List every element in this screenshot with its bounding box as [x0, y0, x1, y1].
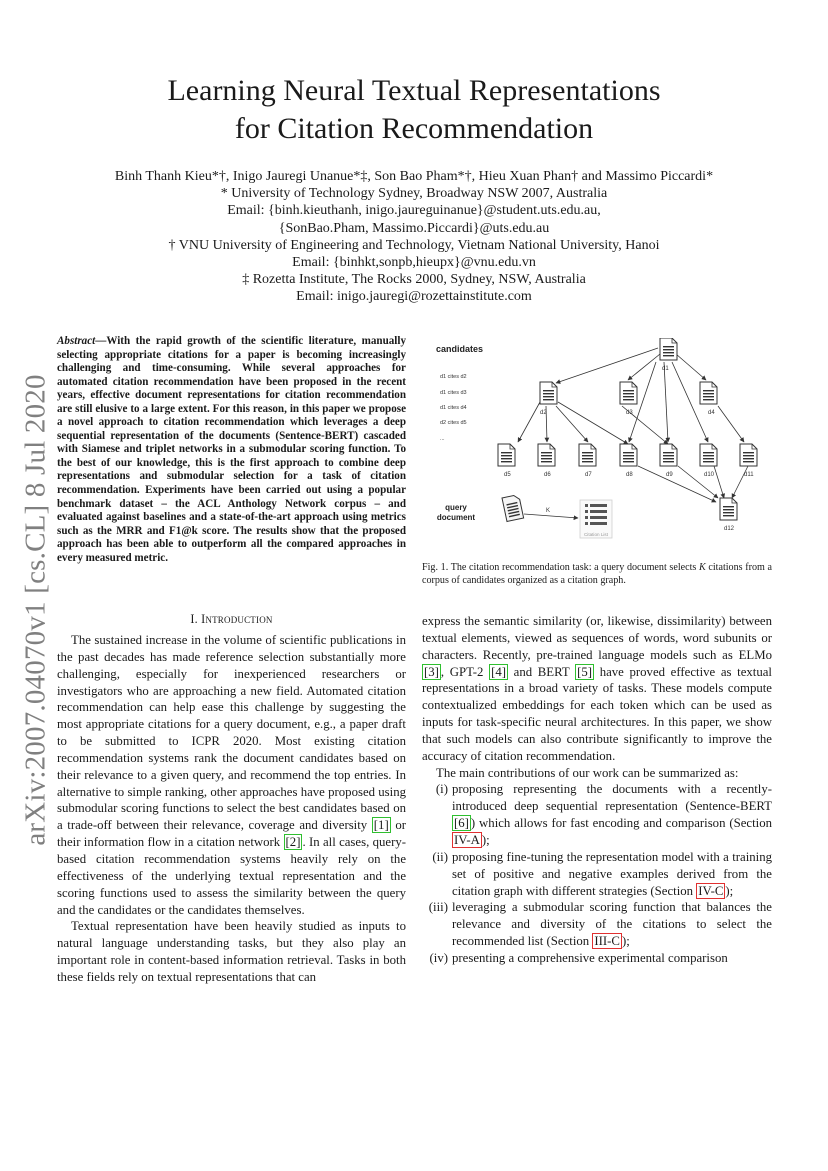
title-line-1: Learning Neural Textual Representations	[167, 74, 661, 107]
caption-text: The citation recommendation task: a query document selects	[448, 562, 699, 573]
document-icon	[540, 382, 557, 404]
text-run: );	[481, 832, 490, 847]
contributions-list	[422, 781, 772, 966]
right-paragraph-1	[422, 613, 772, 765]
node-label-d5: d5	[504, 472, 511, 478]
figure-citation-graph	[422, 338, 772, 548]
text-run: . In all cases, query-based citation recommendation systems heavily rely on the effectiveness of the underlying textual representation and the scoring functions used to assess the similarity between the query and the candidates or the candidates themselves.	[57, 835, 406, 917]
email-rozetta: Email: inigo.jauregi@rozettainstitute.com	[296, 289, 532, 305]
author-block	[0, 168, 828, 306]
email-vnu: Email: {binhkt,sonpb,hieupx}@vnu.edu.vn	[292, 255, 536, 271]
contribution-item	[422, 781, 772, 848]
document-icon	[660, 444, 677, 466]
text-run: leveraging a submodular scoring function that balances the relevance and diversity of the citations to select the recommended list (Section	[452, 900, 772, 949]
document-icon	[579, 444, 596, 466]
candidate-nodes	[498, 338, 757, 520]
cite-relation-2: d1 cites d3	[440, 390, 467, 396]
text-run: presenting a comprehensive experimental comparison	[452, 950, 728, 965]
arxiv-identifier: arXiv:2007.04070v1 [cs.CL] 8 Jul 2020	[19, 374, 52, 846]
selection-arrow	[524, 514, 578, 518]
email-uts-staff: {SonBao.Pham, Massimo.Piccardi}@uts.edu.au	[278, 220, 550, 236]
document-icon	[538, 444, 555, 466]
abstract	[57, 335, 406, 565]
document-label: document	[436, 513, 476, 522]
introduction-text	[57, 632, 406, 986]
text-run: proposing representing the documents with a recently-introduced deep sequential representation (Sentence-BERT	[452, 782, 772, 814]
citation-edges	[518, 348, 748, 502]
cite-relation-ellipsis: ...	[440, 436, 445, 442]
node-label-d6: d6	[544, 472, 551, 478]
citation-graph-diagram	[422, 338, 772, 548]
section-link-iv-a[interactable]: IV-A	[454, 832, 480, 847]
contribution-item	[422, 950, 772, 967]
node-label-d12: d12	[724, 526, 735, 532]
section-number: I.	[190, 612, 198, 626]
document-icon	[700, 444, 717, 466]
cite-relation-4: d2 cites d5	[440, 420, 467, 426]
text-run: and BERT	[508, 664, 576, 679]
title-line-2: for Citation Recommendation	[234, 112, 594, 145]
item-number: (i)	[435, 782, 448, 797]
node-label-d7: d7	[585, 472, 592, 478]
query-document-icon	[502, 494, 524, 521]
node-label-d11: d11	[744, 472, 754, 478]
node-label-d8: d8	[626, 472, 633, 478]
document-icon	[740, 444, 757, 466]
text-run: express the semantic similarity (or, likewise, dissimilarity) between textual elements, viewed as sequences of words, word subunits or characters. Recently, pre-trained language models such as ELMo	[422, 614, 772, 662]
contribution-item	[422, 899, 772, 950]
node-label-d4: d4	[708, 410, 715, 416]
citation-link-1[interactable]: [1]	[373, 818, 389, 833]
abstract-body: —With the rapid growth of the scientific literature, manually selecting appropriate citations for a paper is becoming increasingly challenging and time-consuming. While several approaches for automated citation recommendation have been proposed in the recent years, effective document representations for citation recommendation are still elusive to a large extent. For this reason, in this paper we propose a novel approach to citation recommendation which leverages a deep sequential representation of the documents (Sentence-BERT) cascaded with Siamese and triplet networks in a submodular scoring function. To the best of our knowledge, this is the first approach to combine deep representations and submodular selection for a task of citation recommendation. Experiments have been carried out using a popular benchmark dataset – the ACL Anthology Network corpus – and evaluated against baselines and a state-of-the-art approach using metrics such as the MRR and F1@k score. The results show that the proposed approach has been able to outperform all the compared approaches in every measured metric.	[57, 335, 406, 564]
item-number: (ii)	[432, 849, 448, 864]
node-label-d2: d2	[540, 410, 547, 416]
text-run: have proved effective as textual representations in a broad variety of tasks. These models compute contextualized embeddings for each token which can be used as inputs for task-specific neural architectures. In this paper, we show that such models can also contribute significantly to improve the accuracy of citation recommendation.	[422, 664, 772, 763]
text-run: );	[621, 934, 630, 949]
citation-link-6[interactable]: [6]	[454, 816, 469, 831]
arxiv-watermark	[12, 374, 60, 846]
citation-link-3[interactable]: [3]	[424, 664, 439, 679]
text-run: The sustained increase in the volume of scientific publications in the past decades has made reference selection substantially more challenging, especially for inexperienced researchers or investigators who are approaching a new field. Automated citation recommendation can help ease this challenge by suggesting the most appropriate citations for a query document, e.g., a paper draft to be submitted to ICPR 2020. Most existing citation recommendation systems rank the document candidates based on their relevance to a given query, and recommend the top entries. In alternative to simple ranking, other approaches have proposed using submodular scoring functions to select the best candidates based on a trade-off between their relevance, coverage and diversity	[57, 633, 406, 833]
document-icon	[700, 382, 717, 404]
text-run: , GPT-2	[440, 664, 490, 679]
citation-link-5[interactable]: [5]	[577, 664, 593, 679]
item-number: (iii)	[428, 900, 448, 915]
figure-number: Fig. 1.	[422, 562, 449, 573]
affiliation-rozetta: ‡ Rozetta Institute, The Rocks 2000, Sydney, NSW, Australia	[242, 272, 586, 288]
citation-link-2[interactable]: [2]	[285, 835, 301, 850]
author-names: Binh Thanh Kieu*†, Inigo Jauregi Unanue*‡, Son Bao Pham*†, Hieu Xuan Phan† and Massimo Piccardi*	[114, 169, 714, 184]
intro-paragraph-2: Textual representation have been heavily studied as inputs to natural language understanding tasks, but they also play an important role in content-based information retrieval. Tasks in both these fields rely on textual representations that can	[57, 919, 406, 984]
section-title: Introduction	[201, 612, 273, 626]
abstract-lead: Abstract	[57, 335, 96, 347]
affiliation-vnu: † VNU University of Engineering and Technology, Vietnam National University, Hanoi	[168, 237, 660, 253]
item-number: (iv)	[429, 950, 448, 965]
text-run: );	[725, 883, 734, 898]
email-uts-students: Email: {binh.kieuthanh, inigo.jaureguinanue}@student.uts.edu.au,	[227, 203, 601, 219]
citation-list-icon	[580, 500, 612, 538]
text-run: or their information flow in a citation network	[57, 818, 406, 850]
node-label-d1: d1	[662, 366, 669, 372]
paper-title	[0, 72, 828, 148]
cite-relation-1: d1 cites d2	[440, 374, 467, 380]
k-label: K	[546, 508, 551, 514]
affiliation-uts: * University of Technology Sydney, Broadway NSW 2007, Australia	[220, 186, 608, 202]
document-icon	[498, 444, 515, 466]
section-link-iv-c[interactable]: IV-C	[698, 883, 724, 898]
node-label-d3: d3	[626, 410, 633, 416]
node-label-d9: d9	[666, 472, 673, 478]
document-icon	[720, 498, 737, 520]
caption-text: citations from a corpus of candidates organized as a citation graph.	[422, 562, 772, 586]
contribution-item	[422, 849, 772, 900]
caption-k: K	[698, 562, 706, 573]
cite-relation-3: d1 cites d4	[440, 405, 467, 411]
text-run: proposing fine-tuning the representation model with a training set of positive and negative examples derived from the citation graph with different strategies (Section	[452, 849, 772, 898]
right-paragraph-2: The main contributions of our work can be summarized as:	[436, 765, 739, 780]
query-label: query	[445, 503, 467, 512]
candidates-label: candidates	[436, 344, 484, 354]
document-icon	[620, 444, 637, 466]
intro-paragraph-1	[57, 632, 406, 918]
document-icon	[660, 338, 677, 360]
section-link-iii-c[interactable]: III-C	[594, 934, 620, 949]
document-icon	[620, 382, 637, 404]
section-heading-introduction	[57, 612, 406, 627]
right-column-text	[422, 613, 772, 967]
text-run: ) which allows for fast encoding and comparison (Section	[470, 816, 772, 831]
citation-link-4[interactable]: [4]	[491, 664, 506, 679]
node-label-d10: d10	[704, 472, 715, 478]
figure-caption	[422, 562, 772, 588]
citation-list-label: Citation List	[583, 532, 609, 537]
